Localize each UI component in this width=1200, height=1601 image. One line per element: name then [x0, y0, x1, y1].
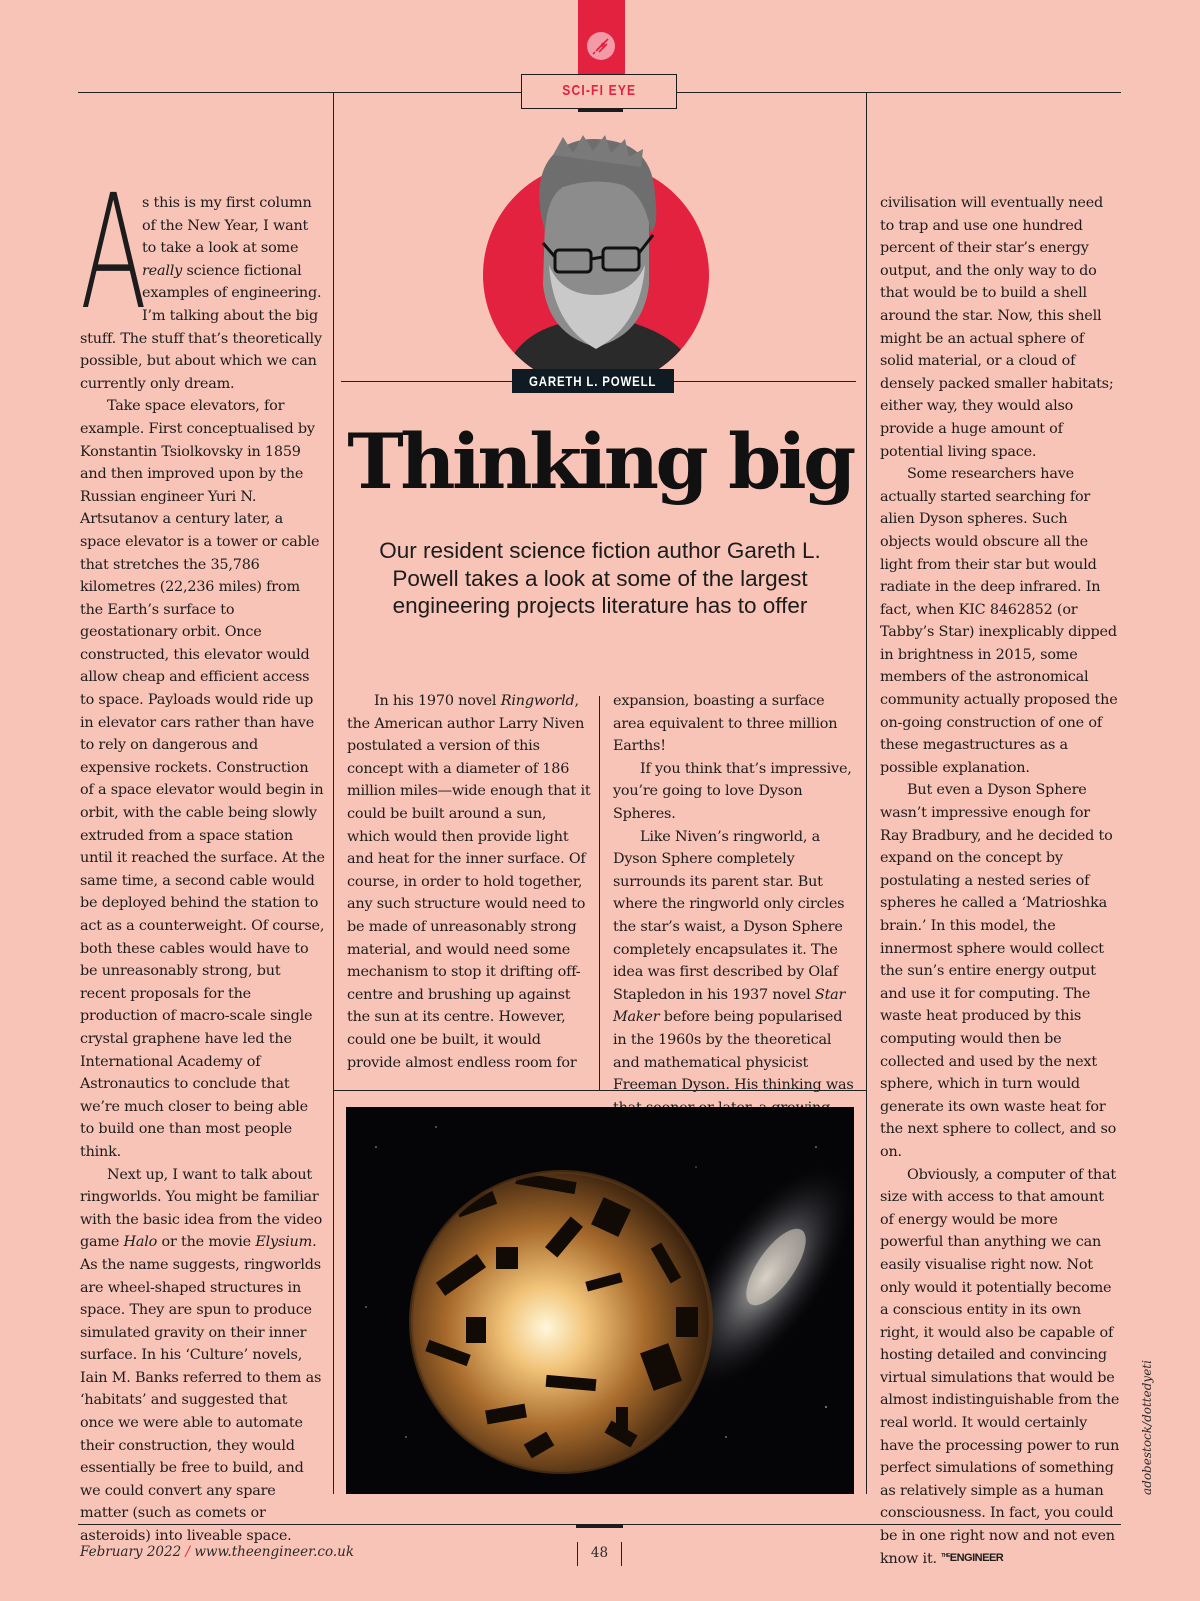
- col3-paragraph-3: Like Niven’s ringworld, a Dyson Sphere completely surrounds its parent star. But where the ringworld only circles the star’s waist, a Dyson Sphere completely encapsulates it. The idea was first described by Olaf Stapledon in his 1937 novel Star Maker before being popularised in the 1960s by the theoretical and mathematical physicist Freeman Dyson. His thinking was: [613, 828, 854, 1094]
- column-1: [80, 161, 325, 1548]
- col1-paragraph-3: Next up, I want to talk about ringworlds. You might be familiar with the basic idea from the video game Halo or the movie Elysium. As the name suggests, ringworlds are wheel-shaped structures in space. They are spun to produce simulated gravity on their inner surface. In his ‘Culture’ novels, Iain M. Banks referred to them as ‘habitats’ and suggested that once we were able to automate their construction, they would essentially be free to build, and we could convert any spare matter (such as comets or asteroids) into liveable space.: [80, 1166, 323, 1545]
- section-label-underbar: [578, 108, 623, 112]
- section-label-box: [521, 74, 677, 109]
- column-4: [880, 192, 1121, 1570]
- page-number: 48: [590, 1545, 609, 1561]
- col3-paragraph-2: If you think that’s impressive, you’re going to love Dyson Spheres.: [613, 760, 852, 822]
- footer-page-tab: [576, 1524, 623, 1528]
- col2-paragraph-1: In his 1970 novel Ringworld, the American author Larry Niven postulated a version of this concept with a diameter of 186 million miles—wide enough that it could be built around a sun, which would then provide light and heat for the inner surface. Of course, in order to hold together, any such structure would need to be made of unreasonably strong material, and would need some mechanism to stop it drifting off-centre and brushing up against the sun at its centre. However, could one be built, it would provide almost endless room for: [347, 693, 591, 1071]
- footer-separator: /: [185, 1544, 191, 1560]
- author-name: GARETH L. POWELL: [529, 373, 657, 389]
- photo-credit: adobestock/dottedyeti: [1140, 1360, 1154, 1495]
- section-tab: [578, 0, 625, 74]
- column-rule-left: [333, 92, 334, 1494]
- col1-paragraph-1: A s this is my first column of the New Year, I want to take a look at some really science fictional examples of engineering. I’m talking about the big stuff. The stuff that’s theoretically possible, but about which we can currently only dream.: [80, 161, 322, 392]
- col1-paragraph-2: Take space elevators, for example. First conceptualised by Konstantin Tsiolkovsky in 1859 and then improved upon by the Russian engineer Yuri N. Artsutanov a century later, a space elevator is a tower or cable that stretches the 35,786 kilometres (22,236 miles) from the Earth’s surface to geostationary orbit. Once constructed, this elevator would allow cheap and efficient access to space. Payloads would ride up in elevator cars rather than have to rely on dangerous and expensive rockets. Construction of a space elevator would begin in orbit, with the cable being slowly extruded from a space station until it reached the surface. At the same time, a second cable would be deployed behind the station to act as a counterweight. Of course, both these cables would have to be unreasonably strong, but recent proposals for the production of macro-scale single crystal graphene have led the International Academy of Astronautics to conclude that we’re much closer to being able to build one than most people think.: [80, 398, 325, 1160]
- dyson-sphere-image: [346, 1107, 854, 1494]
- section-label: SCI-FI EYE: [561, 82, 636, 99]
- column-2: [347, 690, 591, 1074]
- drop-cap: A: [80, 161, 147, 345]
- rocket-icon: [587, 32, 615, 60]
- website-link[interactable]: www.theengineer.co.uk: [194, 1544, 355, 1560]
- headline: Thinking big: [347, 417, 853, 506]
- col3-paragraph-1: expansion, boasting a surface area equivalent to three million Earths!: [613, 693, 838, 755]
- column-rule-center: [599, 696, 600, 1090]
- author-name-plate: [512, 369, 674, 393]
- author-portrait: [483, 135, 710, 380]
- col4-paragraph-2: Some researchers have actually started searching for alien Dyson spheres. Such objects would obscure all the light from their star but would radiate in the deep infrared. In fact, when KIC 8462852 (or Tabby’s Star) inexplicably dipped in brightness in 2015, some members of the astronomical community actually proposed the on-going construction of one of these megastructures as a possible explanation.: [880, 466, 1118, 776]
- page-number-rule-right: [621, 1542, 622, 1566]
- footer-dateline: [80, 1544, 354, 1560]
- issue-date: February 2022: [80, 1544, 182, 1560]
- standfirst: Our resident science fiction author Gareth L. Powell takes a look at some of the largest engineering projects literature has to offer: [379, 538, 821, 618]
- col4-paragraph-4: Obviously, a computer of that size with access to that amount of energy would be more powerful than anything we can easily visualise right now. Not only would it potentially become a conscious entity in its own right, it would also be capable of hosting detailed and convincing virtual simulations that would be almost indistinguishable from the real world. It would certainly have the processing power to run perfect simulations of something as relatively simple as a human consciousness. In fact, you could be in one right now and not even know it. $^{THE}$ENGINEER: [880, 1166, 1120, 1567]
- column-rule-right: [866, 92, 867, 1494]
- column-3: [613, 690, 858, 1119]
- end-mark-logo: $^{THE}$ENGINEER: [941, 1551, 1004, 1564]
- col4-paragraph-3: But even a Dyson Sphere wasn’t impressive enough for Ray Bradbury, and he decided to expand on the concept by postulating a nested series of spheres he called a ‘Matrioshka brain.’ In this model, the innermost sphere would collect the sun’s entire energy output and use it for computing. The waste heat produced by this computing would then be collected and used by the next sphere, which in turn would generate its own waste heat for the next sphere to collect, and so on.: [880, 782, 1117, 1160]
- col4-paragraph-1: civilisation will eventually need to trap and use one hundred percent of their star’s energy output, and the only way to do that would be to build a shell around the star. Now, this shell might be an actual sphere of solid material, or a cloud of densely packed smaller habitats; either way, they would also provide a huge amount of potential living space.: [880, 195, 1114, 460]
